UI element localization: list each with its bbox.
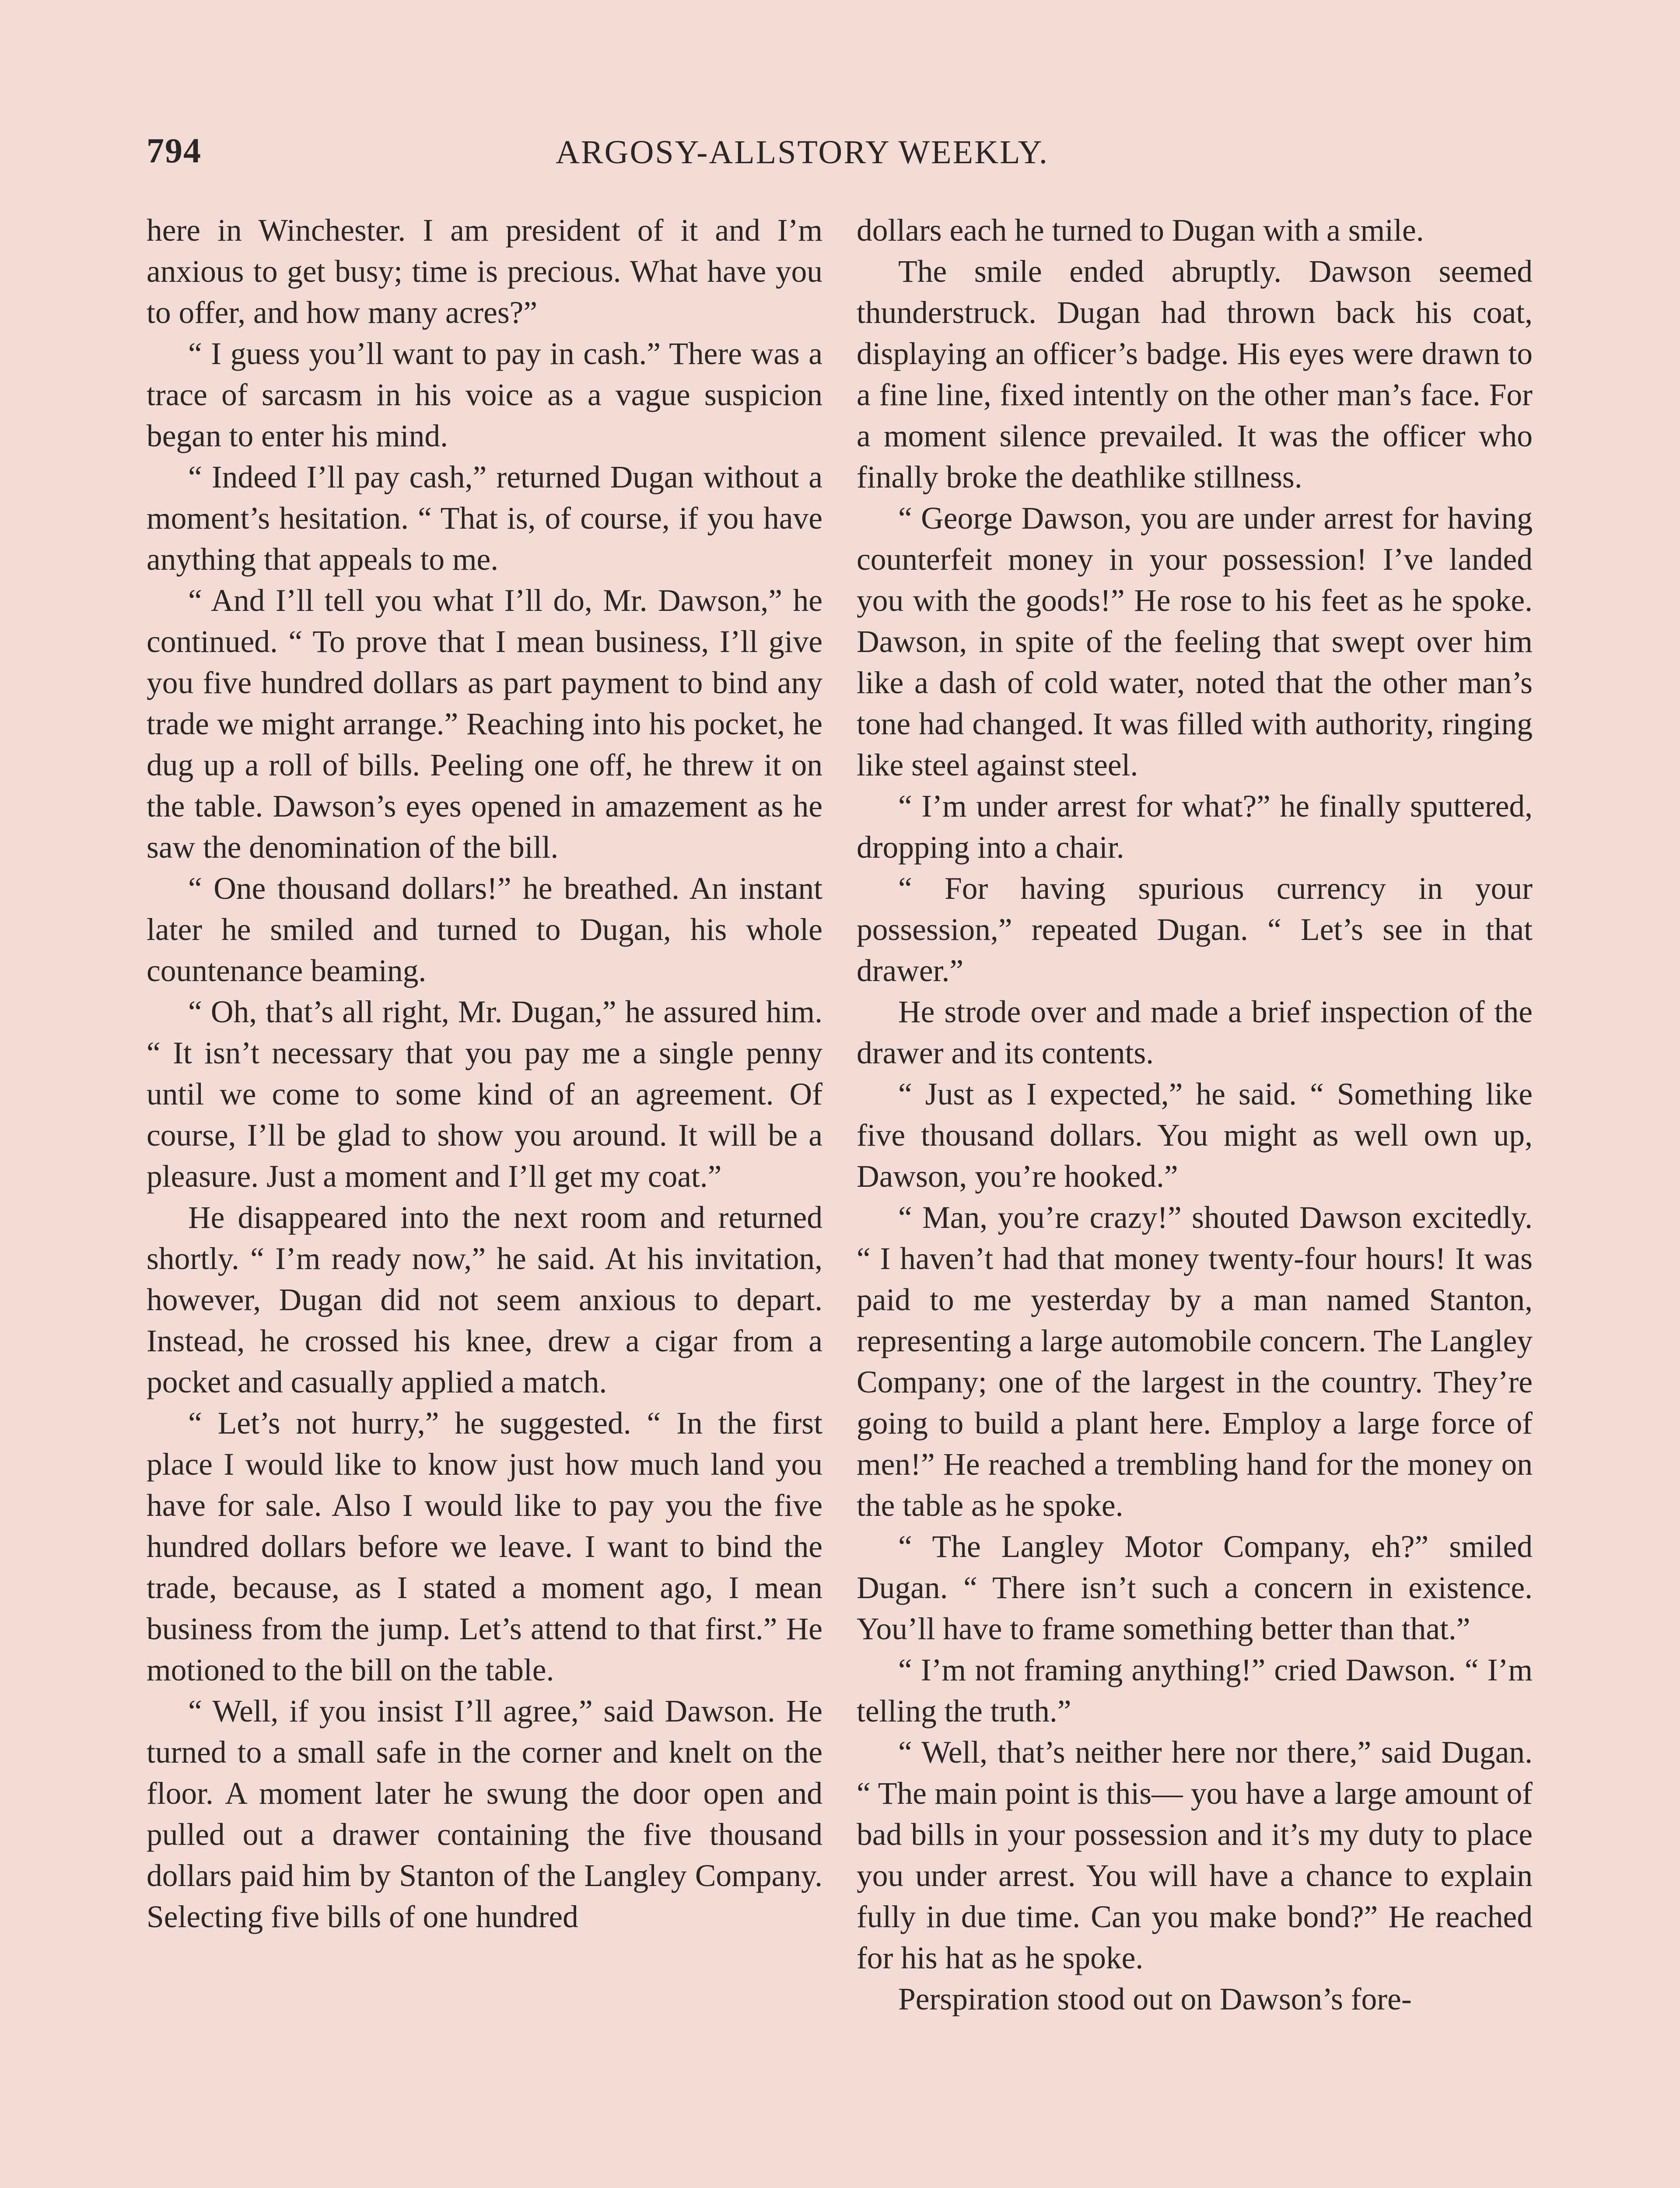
paragraph: “ Indeed I’ll pay cash,” returned Dugan without a moment’s hesitation. “ That is, of course, if you have anything that appeals to me. (147, 460, 822, 577)
left-column (147, 210, 822, 1938)
paragraph: dollars each he turned to Dugan with a smile. (857, 213, 1424, 248)
paragraph: “ I guess you’ll want to pay in cash.” There was a trace of sarcasm in his voice as a vague suspicion began to enter his mind. (147, 337, 822, 453)
paragraph: here in Winchester. I am president of it and I’m anxious to get busy; time is precious. What have you to offer, and how many acres?” (147, 213, 822, 330)
paragraph: “ I’m not framing anything!” cried Dawson. “ I’m telling the truth.” (857, 1653, 1533, 1729)
paragraph: “ Well, if you insist I’ll agree,” said Dawson. He turned to a small safe in the corner and knelt on the floor. A moment later he swung the door open and pulled out a drawer containing the five thousand dollars paid him by Stanton of the Langley Company. Selecting five bills of one hundred (147, 1694, 822, 1934)
right-column (857, 210, 1533, 2020)
page-number: 794 (147, 132, 202, 170)
paragraph: “ Just as I expected,” he said. “ Something like five thousand dollars. You might as well own up, Dawson, you’re hooked.” (857, 1077, 1533, 1194)
running-head: ARGOSY-ALLSTORY WEEKLY. (556, 134, 1049, 171)
paragraph: “ The Langley Motor Company, eh?” smiled Dugan. “ There isn’t such a concern in existence. You’ll have to frame something better than that.” (857, 1529, 1533, 1646)
paragraph: “ Well, that’s neither here nor there,” said Dugan. “ The main point is this— you have a large amount of bad bills in your possession and it’s my duty to place you under arrest. You will have a chance to explain fully in due time. Can you make bond?” He reached for his hat as he spoke. (857, 1735, 1533, 1975)
paragraph: “ For having spurious currency in your possession,” repeated Dugan. “ Let’s see in that drawer.” (857, 871, 1533, 988)
paragraph: “ Let’s not hurry,” he suggested. “ In the first place I would like to know just how much land you have for sale. Also I would like to pay you the five hundred dollars before we leave. I want to bind the trade, because, as I stated a moment ago, I mean business from the jump. Let’s attend to that first.” He motioned to the bill on the table. (147, 1406, 822, 1687)
paragraph: “ One thousand dollars!” he breathed. An instant later he smiled and turned to Dugan, his whole countenance beaming. (147, 871, 822, 988)
paragraph: “ George Dawson, you are under arrest for having counterfeit money in your possession! I’ve landed you with the goods!” He rose to his feet as he spoke. Dawson, in spite of the feeling that swept over him like a dash of cold water, noted that the other man’s tone had changed. It was filled with authority, ringing like steel against steel. (857, 501, 1533, 782)
paragraph: “ I’m under arrest for what?” he finally sputtered, dropping into a chair. (857, 789, 1533, 865)
paragraph: “ Oh, that’s all right, Mr. Dugan,” he assured him. “ It isn’t necessary that you pay me a single penny until we come to some kind of an agreement. Of course, I’ll be glad to show you around. It will be a pleasure. Just a moment and I’ll get my coat.” (147, 995, 822, 1194)
paragraph: He strode over and made a brief inspection of the drawer and its contents. (857, 995, 1533, 1070)
paragraph: Perspiration stood out on Dawson’s fore- (898, 1982, 1412, 2016)
paragraph: The smile ended abruptly. Dawson seemed thunderstruck. Dugan had thrown back his coat, displaying an officer’s badge. His eyes were drawn to a fine line, fixed intently on the other man’s face. For a moment silence prevailed. It was the officer who finally broke the deathlike stillness. (857, 254, 1533, 494)
paragraph: “ And I’ll tell you what I’ll do, Mr. Dawson,” he continued. “ To prove that I mean business, I’ll give you five hundred dollars as part payment to bind any trade we might arrange.” Reaching into his pocket, he dug up a roll of bills. Peeling one off, he threw it on the table. Dawson’s eyes opened in amazement as he saw the denomination of the bill. (147, 583, 822, 865)
paragraph: “ Man, you’re crazy!” shouted Dawson excitedly. “ I haven’t had that money twenty-four hours! It was paid to me yesterday by a man named Stanton, representing a large automobile concern. The Langley Company; one of the largest in the country. They’re going to build a plant here. Employ a large force of men!” He reached a trembling hand for the money on the table as he spoke. (857, 1200, 1533, 1523)
paragraph: He disappeared into the next room and returned shortly. “ I’m ready now,” he said. At his invitation, however, Dugan did not seem anxious to depart. Instead, he crossed his knee, drew a cigar from a pocket and casually applied a match. (147, 1200, 822, 1399)
